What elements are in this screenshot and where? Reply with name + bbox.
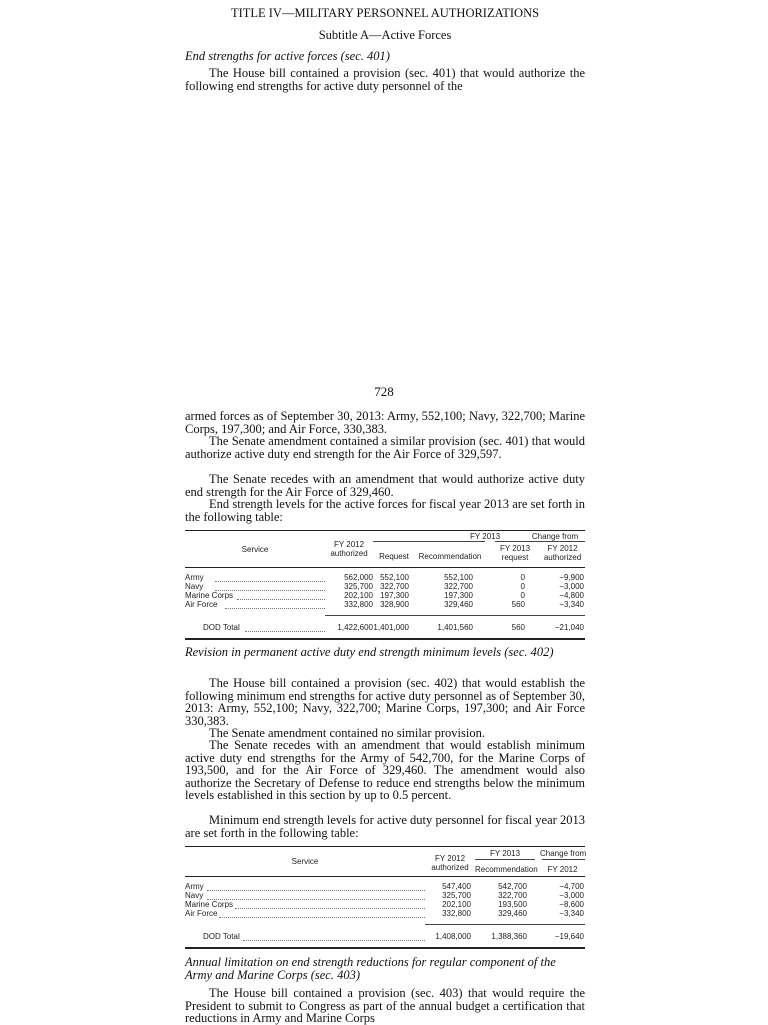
- cell-service: Air Force: [185, 909, 218, 918]
- cell-change-authorized: −21,040: [554, 623, 584, 632]
- cell-fy2012: 1,422,600: [337, 623, 373, 632]
- cell-fy2012: 547,400: [442, 882, 471, 891]
- column-group-fy2013: FY 2013: [489, 849, 521, 858]
- leader-dots: [219, 917, 425, 918]
- column-group-change: Change from: [540, 849, 587, 858]
- leader-dots: [245, 631, 325, 632]
- leader-dots: [243, 940, 425, 941]
- cell-service: DOD Total: [203, 932, 240, 941]
- cell-request: 1,401,000: [373, 623, 409, 632]
- cell-change-request: 560: [511, 600, 525, 609]
- cell-change-request: 0: [520, 591, 525, 600]
- cell-change: −4,700: [559, 882, 584, 891]
- cell-change: −3,340: [559, 909, 584, 918]
- cell-recommendation: 197,300: [444, 591, 473, 600]
- column-header-recommendation: Recommendation: [418, 552, 482, 561]
- cell-fy2012: 332,800: [442, 909, 471, 918]
- column-group-change: Change from: [531, 532, 579, 541]
- cell-service: Navy: [185, 891, 204, 900]
- cell-service: Marine Corps: [185, 900, 234, 909]
- cell-recommendation: 329,460: [444, 600, 473, 609]
- column-header-fy2012-authorized: FY 2012 authorized: [543, 544, 582, 562]
- cell-fy2012: 562,000: [344, 573, 373, 582]
- paragraph: The Senate recedes with an amendment that would authorize active duty end strength for the Air Force of 329,460.: [185, 472, 585, 499]
- cell-change: −8,600: [559, 900, 584, 909]
- cell-request: 552,100: [380, 573, 409, 582]
- cell-service: Army: [185, 882, 204, 891]
- table-rule: [185, 947, 585, 949]
- paragraph: The House bill contained a provision (sec. 401) that would authorize the following end strengths for active duty personnel of the: [185, 66, 585, 93]
- cell-change-request: 560: [511, 623, 525, 632]
- cell-service: Navy: [185, 582, 204, 591]
- cell-change-authorized: −3,000: [559, 582, 584, 591]
- section-heading-401: End strengths for active forces (sec. 401): [185, 49, 390, 63]
- divider: [373, 541, 485, 542]
- cell-recommendation: 552,100: [444, 573, 473, 582]
- cell-fy2012: 332,800: [344, 600, 373, 609]
- cell-change-authorized: −3,340: [559, 600, 584, 609]
- cell-recommendation: 193,500: [498, 900, 527, 909]
- paragraph: The Senate recedes with an amendment that would establish minimum active duty end strengths for the Army of 542,700, for the Marine Corps of 193,500, and for the Air Force of 329,460. The amendment would also authorize the Secretary of Defense to reduce end strengths below the minimum levels established in this section by up to 0.5 percent.: [185, 738, 585, 802]
- divider: [542, 859, 585, 860]
- table-rule: [185, 638, 585, 640]
- cell-fy2012: 1,408,000: [435, 932, 471, 941]
- cell-change: −19,640: [554, 932, 584, 941]
- cell-service: Army: [185, 573, 204, 582]
- column-header-service: Service: [241, 545, 269, 554]
- table-rule: [185, 876, 585, 877]
- leader-dots: [235, 908, 425, 909]
- cell-request: 328,900: [380, 600, 409, 609]
- divider: [495, 541, 585, 542]
- cell-recommendation: 329,460: [498, 909, 527, 918]
- cell-recommendation: 322,700: [498, 891, 527, 900]
- table-rule: [185, 567, 585, 568]
- paragraph: Minimum end strength levels for active duty personnel for fiscal year 2013 are set forth in the following table:: [185, 813, 585, 840]
- cell-fy2012: 202,100: [344, 591, 373, 600]
- cell-service: DOD Total: [203, 623, 240, 632]
- cell-request: 322,700: [380, 582, 409, 591]
- paragraph: armed forces as of September 30, 2013: Army, 552,100; Navy, 322,700; Marine Corps, 197,300; and Air Force, 330,383.: [185, 409, 585, 436]
- column-header-fy2012: FY 2012 authorized: [431, 854, 469, 872]
- leader-dots: [207, 899, 425, 900]
- cell-fy2012: 325,700: [344, 582, 373, 591]
- paragraph: End strength levels for the active forces for fiscal year 2013 are set forth in the following table:: [185, 497, 585, 524]
- divider: [425, 924, 585, 925]
- cell-recommendation: 1,388,360: [491, 932, 527, 941]
- cell-fy2012: 202,100: [442, 900, 471, 909]
- page-number: 728: [374, 384, 394, 399]
- leader-dots: [225, 608, 325, 609]
- cell-change-request: 0: [520, 573, 525, 582]
- page-title: TITLE IV—MILITARY PERSONNEL AUTHORIZATIONS: [230, 6, 540, 20]
- subtitle: Subtitle A—Active Forces: [318, 28, 452, 42]
- column-header-fy2013-request: FY 2013 request: [499, 544, 531, 562]
- paragraph: The House bill contained a provision (sec. 402) that would establish the following minimum end strengths for active duty personnel as of September 30, 2013: Army, 552,100; Navy, 322,700; Marine Corps, 197,300; and Air Force 330,383.: [185, 676, 585, 728]
- cell-request: 197,300: [380, 591, 409, 600]
- column-header-recommendation: Recommendation: [475, 865, 538, 874]
- minimum-end-strength-table: [185, 846, 585, 950]
- cell-recommendation: 322,700: [444, 582, 473, 591]
- paragraph: The House bill contained a provision (sec. 403) that would require the President to submit to Congress as part of the annual budget a certification that reductions in Army and Marine Corps: [185, 986, 585, 1025]
- cell-fy2012: 325,700: [442, 891, 471, 900]
- cell-change-authorized: −9,900: [559, 573, 584, 582]
- column-header-fy2012: FY 2012 authorized: [330, 540, 368, 558]
- cell-recommendation: 542,700: [498, 882, 527, 891]
- column-header-fy2012-change: FY 2012: [547, 865, 578, 874]
- leader-dots: [237, 599, 325, 600]
- paragraph: The Senate amendment contained a similar provision (sec. 401) that would authorize active duty end strength for the Air Force of 329,597.: [185, 434, 585, 461]
- table-rule: [185, 530, 585, 531]
- section-heading-403: Annual limitation on end strength reductions for regular component of the Army and Marine Corps (sec. 403): [185, 955, 556, 982]
- divider: [475, 859, 535, 860]
- table-rule: [185, 846, 585, 847]
- cell-change-authorized: −4,800: [559, 591, 584, 600]
- cell-change-request: 0: [520, 582, 525, 591]
- leader-dots: [215, 581, 325, 582]
- cell-service: Marine Corps: [185, 591, 234, 600]
- paragraph: The Senate amendment contained no similar provision.: [209, 726, 485, 740]
- cell-change: −3,000: [559, 891, 584, 900]
- leader-dots: [207, 890, 425, 891]
- column-header-service: Service: [291, 857, 319, 866]
- column-group-fy2013: FY 2013: [469, 532, 501, 541]
- divider: [325, 615, 585, 616]
- cell-service: Air Force: [185, 600, 218, 609]
- cell-recommendation: 1,401,560: [437, 623, 473, 632]
- section-heading-402: Revision in permanent active duty end strength minimum levels (sec. 402): [185, 645, 554, 659]
- column-header-request: Request: [379, 552, 409, 561]
- end-strength-table: [185, 530, 585, 640]
